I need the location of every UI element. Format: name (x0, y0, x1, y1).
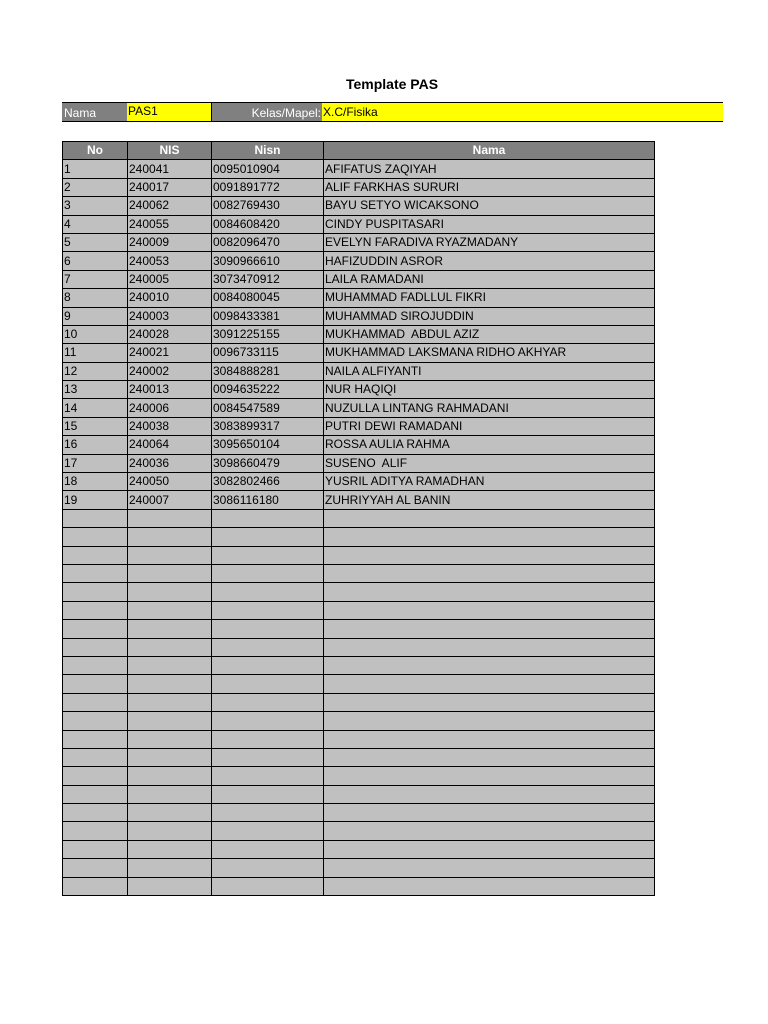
table-row (63, 436, 655, 454)
empty-cell[interactable] (128, 638, 212, 656)
empty-cell[interactable] (128, 528, 212, 546)
empty-cell[interactable] (63, 675, 128, 693)
table-row (63, 344, 655, 362)
cell-nis[interactable]: 240055 (128, 215, 212, 233)
cell-no[interactable]: 7 (63, 270, 128, 288)
empty-cell[interactable] (128, 804, 212, 822)
table-row (63, 454, 655, 472)
empty-table-row (63, 804, 655, 822)
empty-cell[interactable] (324, 785, 655, 803)
header-nis: NIS (128, 142, 212, 160)
empty-cell[interactable] (324, 804, 655, 822)
empty-cell[interactable] (212, 767, 324, 785)
empty-cell[interactable] (324, 693, 655, 711)
empty-cell[interactable] (212, 877, 324, 895)
empty-cell[interactable] (128, 620, 212, 638)
empty-cell[interactable] (63, 601, 128, 619)
cell-nisn[interactable]: 3084888281 (212, 362, 324, 380)
cell-nama[interactable]: NUR HAQIQI (324, 381, 655, 399)
empty-cell[interactable] (128, 601, 212, 619)
cell-nisn[interactable]: 3098660479 (212, 454, 324, 472)
cell-nisn[interactable]: 0098433381 (212, 307, 324, 325)
empty-cell[interactable] (324, 859, 655, 877)
empty-cell[interactable] (324, 767, 655, 785)
empty-cell[interactable] (128, 693, 212, 711)
empty-cell[interactable] (324, 656, 655, 674)
empty-cell[interactable] (324, 528, 655, 546)
cell-nis[interactable]: 240002 (128, 362, 212, 380)
cell-nisn[interactable]: 3086116180 (212, 491, 324, 509)
empty-table-row (63, 748, 655, 766)
empty-cell[interactable] (63, 638, 128, 656)
empty-cell[interactable] (212, 712, 324, 730)
empty-cell[interactable] (128, 509, 212, 527)
empty-table-row (63, 840, 655, 858)
empty-table-row (63, 601, 655, 619)
page-title: Template PAS (345, 76, 439, 92)
cell-nisn[interactable]: 3090966610 (212, 252, 324, 270)
empty-cell[interactable] (128, 730, 212, 748)
empty-cell[interactable] (212, 748, 324, 766)
table-row (63, 289, 655, 307)
empty-cell[interactable] (63, 767, 128, 785)
empty-cell[interactable] (212, 730, 324, 748)
cell-nis[interactable]: 240021 (128, 344, 212, 362)
cell-nama[interactable]: NAILA ALFIYANTI (324, 362, 655, 380)
cell-nisn[interactable]: 0094635222 (212, 381, 324, 399)
empty-cell[interactable] (324, 601, 655, 619)
empty-cell[interactable] (63, 546, 128, 564)
empty-cell[interactable] (63, 804, 128, 822)
empty-cell[interactable] (324, 675, 655, 693)
cell-nama[interactable]: EVELYN FARADIVA RYAZMADANY (324, 233, 655, 251)
cell-nama[interactable]: AFIFATUS ZAQIYAH (324, 160, 655, 178)
cell-no[interactable]: 13 (63, 381, 128, 399)
cell-no[interactable]: 16 (63, 436, 128, 454)
cell-no[interactable]: 8 (63, 289, 128, 307)
cell-nisn[interactable]: 0084080045 (212, 289, 324, 307)
empty-cell[interactable] (63, 509, 128, 527)
table-row (63, 473, 655, 491)
cell-nisn[interactable]: 0082096470 (212, 233, 324, 251)
empty-table-row (63, 656, 655, 674)
cell-nama[interactable]: PUTRI DEWI RAMADANI (324, 417, 655, 435)
cell-no[interactable]: 14 (63, 399, 128, 417)
empty-cell[interactable] (324, 877, 655, 895)
cell-nisn[interactable]: 0095010904 (212, 160, 324, 178)
cell-nis[interactable]: 240010 (128, 289, 212, 307)
empty-table-row (63, 785, 655, 803)
table-row (63, 233, 655, 251)
empty-cell[interactable] (63, 693, 128, 711)
empty-cell[interactable] (212, 656, 324, 674)
table-row (63, 399, 655, 417)
cell-no[interactable]: 1 (63, 160, 128, 178)
table-row (63, 197, 655, 215)
cell-nisn[interactable]: 0091891772 (212, 178, 324, 196)
cell-nama[interactable]: CINDY PUSPITASARI (324, 215, 655, 233)
empty-cell[interactable] (212, 804, 324, 822)
empty-cell[interactable] (212, 638, 324, 656)
header-nama: Nama (324, 142, 655, 160)
empty-cell[interactable] (63, 859, 128, 877)
cell-nama[interactable]: NUZULLA LINTANG RAHMADANI (324, 399, 655, 417)
cell-no[interactable]: 9 (63, 307, 128, 325)
cell-nis[interactable]: 240009 (128, 233, 212, 251)
empty-table-row (63, 877, 655, 895)
empty-cell[interactable] (324, 620, 655, 638)
empty-table-row (63, 564, 655, 582)
empty-cell[interactable] (212, 675, 324, 693)
table-row (63, 325, 655, 343)
empty-table-row (63, 859, 655, 877)
cell-nama[interactable]: MUHAMMAD FADLLUL FIKRI (324, 289, 655, 307)
cell-no[interactable]: 10 (63, 325, 128, 343)
empty-cell[interactable] (63, 583, 128, 601)
empty-table-row (63, 767, 655, 785)
cell-nis[interactable]: 240036 (128, 454, 212, 472)
header-no: No (63, 142, 128, 160)
empty-table-row (63, 693, 655, 711)
cell-nis[interactable]: 240041 (128, 160, 212, 178)
empty-table-row (63, 730, 655, 748)
empty-cell[interactable] (128, 840, 212, 858)
cell-nama[interactable]: BAYU SETYO WICAKSONO (324, 197, 655, 215)
cell-nisn[interactable]: 3095650104 (212, 436, 324, 454)
table-row (63, 270, 655, 288)
empty-table-row (63, 509, 655, 527)
empty-cell[interactable] (324, 546, 655, 564)
empty-cell[interactable] (128, 675, 212, 693)
kelas-mapel-label: Kelas/Mapel: (211, 102, 322, 122)
cell-nisn[interactable]: 3083899317 (212, 417, 324, 435)
table-row (63, 381, 655, 399)
empty-cell[interactable] (63, 620, 128, 638)
empty-cell[interactable] (128, 767, 212, 785)
nama-label: Nama (62, 102, 127, 122)
empty-cell[interactable] (63, 730, 128, 748)
cell-nama[interactable]: MUKHAMMAD LAKSMANA RIDHO AKHYAR (324, 344, 655, 362)
cell-nisn[interactable]: 3082802466 (212, 473, 324, 491)
empty-table-row (63, 712, 655, 730)
empty-cell[interactable] (212, 620, 324, 638)
empty-table-row (63, 620, 655, 638)
student-table (62, 141, 655, 896)
cell-nis[interactable]: 240053 (128, 252, 212, 270)
empty-cell[interactable] (212, 583, 324, 601)
cell-nama[interactable]: MUKHAMMAD ABDUL AZIZ (324, 325, 655, 343)
empty-cell[interactable] (63, 785, 128, 803)
cell-nama[interactable]: HAFIZUDDIN ASROR (324, 252, 655, 270)
empty-cell[interactable] (128, 656, 212, 674)
empty-cell[interactable] (128, 564, 212, 582)
table-row (63, 362, 655, 380)
cell-nisn[interactable]: 0084608420 (212, 215, 324, 233)
empty-cell[interactable] (324, 840, 655, 858)
table-row (63, 160, 655, 178)
table-row (63, 491, 655, 509)
cell-nis[interactable]: 240006 (128, 399, 212, 417)
cell-nama[interactable]: SUSENO ALIF (324, 454, 655, 472)
empty-cell[interactable] (128, 748, 212, 766)
empty-cell[interactable] (324, 712, 655, 730)
empty-cell[interactable] (212, 546, 324, 564)
cell-no[interactable]: 18 (63, 473, 128, 491)
table-row (63, 417, 655, 435)
empty-cell[interactable] (212, 859, 324, 877)
table-row (63, 252, 655, 270)
cell-no[interactable]: 12 (63, 362, 128, 380)
table-row (63, 215, 655, 233)
cell-no[interactable]: 19 (63, 491, 128, 509)
empty-cell[interactable] (212, 822, 324, 840)
cell-nis[interactable]: 240013 (128, 381, 212, 399)
cell-no[interactable]: 15 (63, 417, 128, 435)
empty-cell[interactable] (212, 564, 324, 582)
cell-nis[interactable]: 240005 (128, 270, 212, 288)
cell-nama[interactable]: LAILA RAMADANI (324, 270, 655, 288)
empty-table-row (63, 546, 655, 564)
header-nisn: Nisn (212, 142, 324, 160)
cell-nama[interactable]: ZUHRIYYAH AL BANIN (324, 491, 655, 509)
empty-cell[interactable] (63, 822, 128, 840)
cell-no[interactable]: 3 (63, 197, 128, 215)
cell-nis[interactable]: 240003 (128, 307, 212, 325)
cell-nisn[interactable]: 0082769430 (212, 197, 324, 215)
empty-cell[interactable] (212, 785, 324, 803)
empty-cell[interactable] (324, 822, 655, 840)
empty-cell[interactable] (128, 546, 212, 564)
cell-no[interactable]: 5 (63, 233, 128, 251)
empty-table-row (63, 583, 655, 601)
empty-cell[interactable] (128, 712, 212, 730)
empty-cell[interactable] (128, 583, 212, 601)
empty-cell[interactable] (212, 601, 324, 619)
empty-cell[interactable] (212, 693, 324, 711)
empty-cell[interactable] (324, 509, 655, 527)
kelas-mapel-value-cell[interactable]: X.C/Fisika (322, 102, 723, 122)
empty-cell[interactable] (63, 528, 128, 546)
cell-nis[interactable]: 240064 (128, 436, 212, 454)
cell-nis[interactable]: 240062 (128, 197, 212, 215)
empty-cell[interactable] (63, 877, 128, 895)
cell-no[interactable]: 17 (63, 454, 128, 472)
cell-no[interactable]: 11 (63, 344, 128, 362)
table-header-row (63, 142, 655, 160)
cell-nis[interactable]: 240038 (128, 417, 212, 435)
empty-cell[interactable] (212, 528, 324, 546)
cell-nisn[interactable]: 3091225155 (212, 325, 324, 343)
empty-cell[interactable] (324, 748, 655, 766)
table-row (63, 178, 655, 196)
cell-no[interactable]: 6 (63, 252, 128, 270)
cell-nisn[interactable]: 3073470912 (212, 270, 324, 288)
empty-cell[interactable] (63, 840, 128, 858)
cell-nisn[interactable]: 0084547589 (212, 399, 324, 417)
empty-table-row (63, 638, 655, 656)
empty-table-row (63, 675, 655, 693)
cell-no[interactable]: 2 (63, 178, 128, 196)
empty-cell[interactable] (324, 583, 655, 601)
empty-cell[interactable] (63, 656, 128, 674)
table-row (63, 307, 655, 325)
cell-nama[interactable]: MUHAMMAD SIROJUDDIN (324, 307, 655, 325)
empty-cell[interactable] (63, 748, 128, 766)
cell-no[interactable]: 4 (63, 215, 128, 233)
nama-value-cell[interactable]: PAS1 (127, 102, 211, 122)
empty-cell[interactable] (324, 730, 655, 748)
empty-cell[interactable] (212, 509, 324, 527)
cell-nama[interactable]: ALIF FARKHAS SURURI (324, 178, 655, 196)
cell-nama[interactable]: ROSSA AULIA RAHMA (324, 436, 655, 454)
empty-cell[interactable] (128, 877, 212, 895)
empty-cell[interactable] (324, 638, 655, 656)
cell-nis[interactable]: 240028 (128, 325, 212, 343)
cell-nama[interactable]: YUSRIL ADITYA RAMADHAN (324, 473, 655, 491)
empty-cell[interactable] (63, 564, 128, 582)
empty-cell[interactable] (128, 785, 212, 803)
empty-cell[interactable] (128, 859, 212, 877)
empty-table-row (63, 822, 655, 840)
empty-cell[interactable] (63, 712, 128, 730)
cell-nis[interactable]: 240050 (128, 473, 212, 491)
empty-table-row (63, 528, 655, 546)
empty-cell[interactable] (212, 840, 324, 858)
cell-nis[interactable]: 240017 (128, 178, 212, 196)
cell-nisn[interactable]: 0096733115 (212, 344, 324, 362)
empty-cell[interactable] (128, 822, 212, 840)
cell-nis[interactable]: 240007 (128, 491, 212, 509)
empty-cell[interactable] (324, 564, 655, 582)
